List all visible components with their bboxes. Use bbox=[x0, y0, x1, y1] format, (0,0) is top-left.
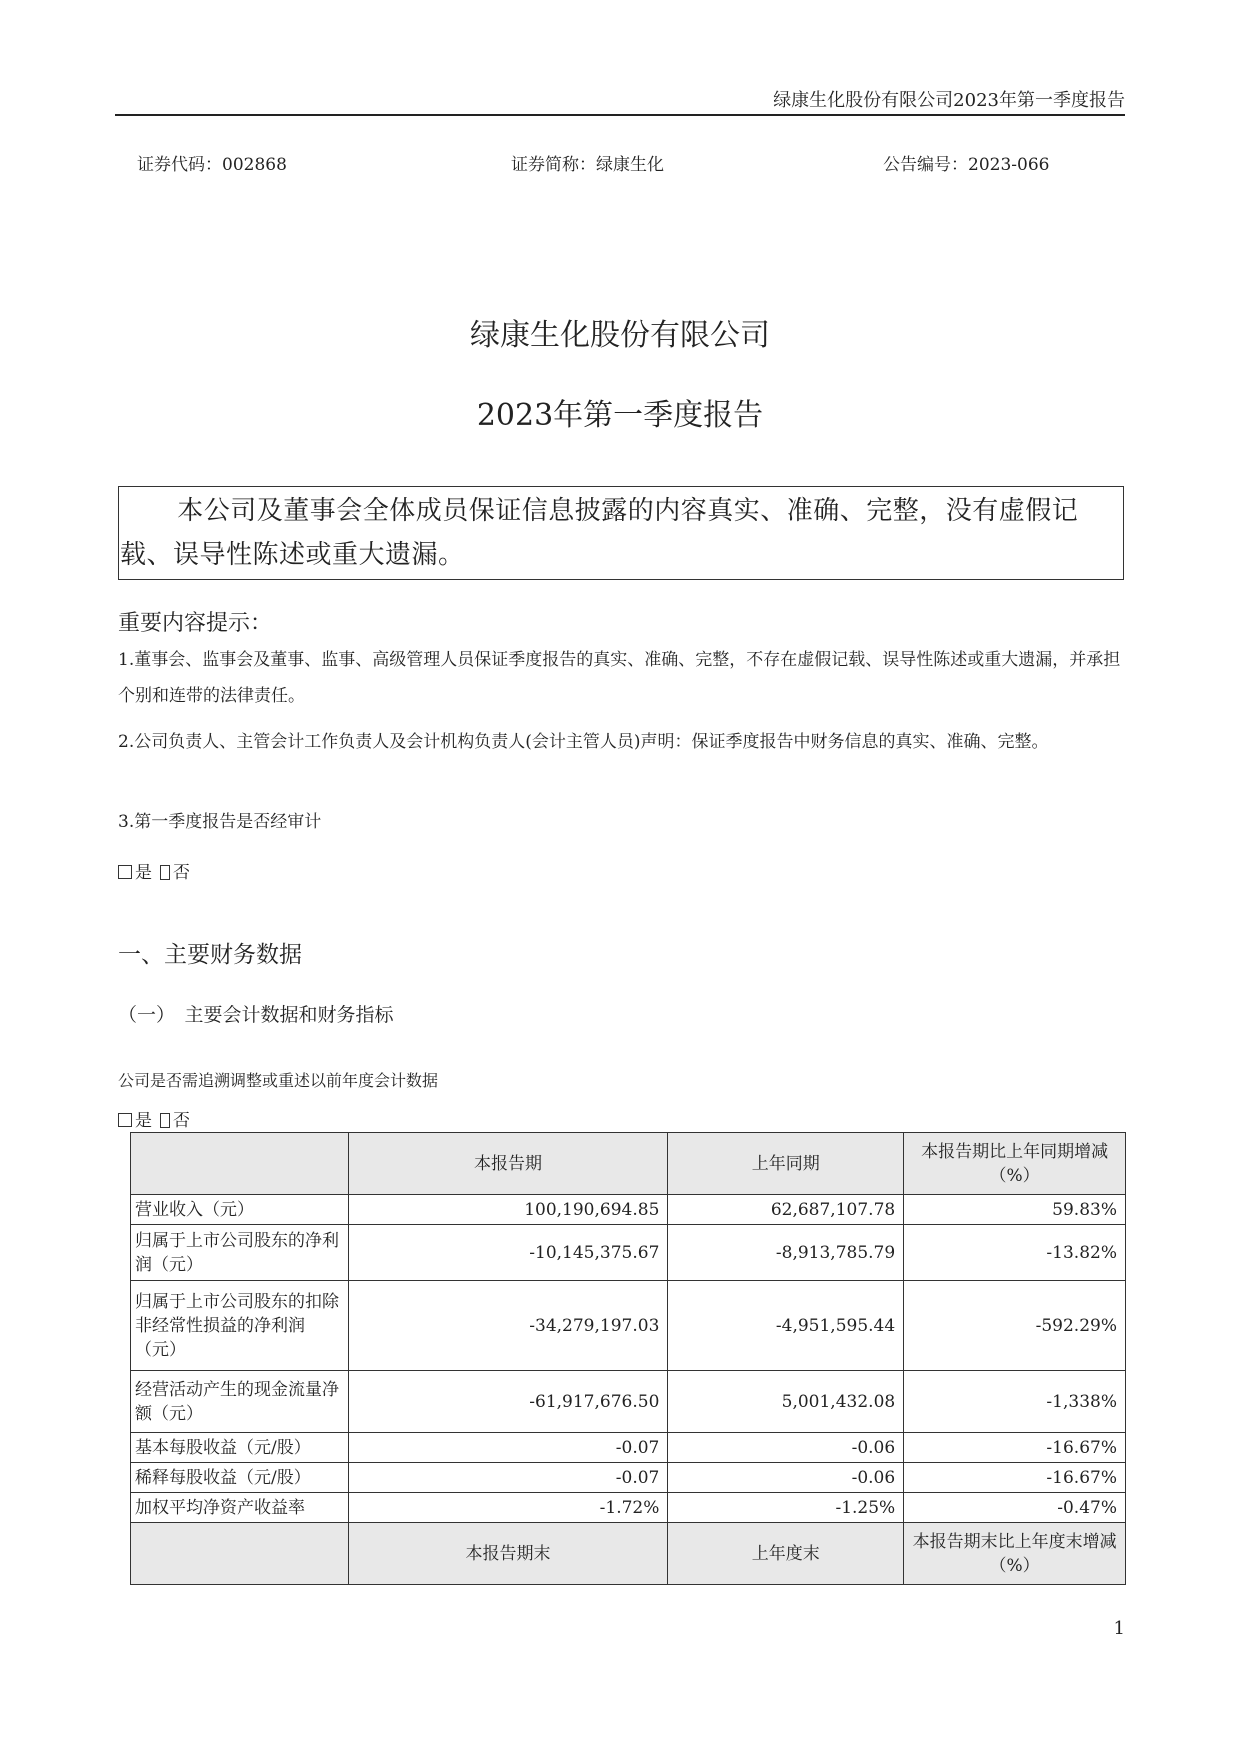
table-row bbox=[131, 1493, 1126, 1523]
notice-heading: 重要内容提示： bbox=[118, 611, 273, 636]
table-cell: 5,001,432.08 bbox=[668, 1371, 904, 1433]
table-period-end-header-row bbox=[131, 1523, 1126, 1585]
table-cell: -0.06 bbox=[668, 1433, 904, 1463]
table-cell: -0.07 bbox=[348, 1433, 668, 1463]
checkbox-checked-icon bbox=[160, 865, 170, 880]
sub-heading: （一） 主要会计数据和财务指标 bbox=[118, 1004, 394, 1026]
table-cell: -10,145,375.67 bbox=[348, 1225, 668, 1281]
table-header-cell: 本报告期比上年同期增减（%） bbox=[904, 1133, 1126, 1195]
announcement-number: 公告编号：2023-066 bbox=[883, 155, 1050, 175]
row-label: 归属于上市公司股东的扣除非经常性损益的净利润（元） bbox=[131, 1281, 349, 1371]
row-label: 基本每股收益（元/股） bbox=[131, 1433, 349, 1463]
table-cell: -1,338% bbox=[904, 1371, 1126, 1433]
table-row bbox=[131, 1371, 1126, 1433]
table-cell: 62,687,107.78 bbox=[668, 1195, 904, 1225]
table-cell: 100,190,694.85 bbox=[348, 1195, 668, 1225]
no-label: 否 bbox=[173, 863, 190, 883]
row-label: 稀释每股收益（元/股） bbox=[131, 1463, 349, 1493]
financial-table bbox=[130, 1132, 1126, 1585]
header-rule bbox=[115, 114, 1125, 116]
checkbox-checked-icon bbox=[160, 1113, 170, 1128]
table-header-row bbox=[131, 1133, 1126, 1195]
table-cell: -13.82% bbox=[904, 1225, 1126, 1281]
table-cell: -0.47% bbox=[904, 1493, 1126, 1523]
checkbox-unchecked-icon bbox=[118, 865, 132, 879]
row-label: 营业收入（元） bbox=[131, 1195, 349, 1225]
stock-code: 证券代码：002868 bbox=[137, 155, 287, 175]
table-cell: 59.83% bbox=[904, 1195, 1126, 1225]
table-header-cell bbox=[131, 1133, 349, 1195]
report-title: 2023年第一季度报告 bbox=[476, 398, 764, 433]
row-label: 归属于上市公司股东的净利润（元） bbox=[131, 1225, 349, 1281]
table-cell: -34,279,197.03 bbox=[348, 1281, 668, 1371]
restatement-choice bbox=[118, 1106, 190, 1131]
table-cell: -61,917,676.50 bbox=[348, 1371, 668, 1433]
table-cell: -0.07 bbox=[348, 1463, 668, 1493]
table-cell: -1.25% bbox=[668, 1493, 904, 1523]
table-row bbox=[131, 1463, 1126, 1493]
table-row bbox=[131, 1225, 1126, 1281]
row-label: 加权平均净资产收益率 bbox=[131, 1493, 349, 1523]
table-header-cell: 上年度末 bbox=[668, 1523, 904, 1585]
table-cell: -8,913,785.79 bbox=[668, 1225, 904, 1281]
table-cell: -16.67% bbox=[904, 1463, 1126, 1493]
table-header-cell: 本报告期末 bbox=[348, 1523, 668, 1585]
notice-item-2: 2.公司负责人、主管会计工作负责人及会计机构负责人(会计主管人员)声明：保证季度报告中财务信息的真实、准确、完整。 bbox=[118, 732, 1049, 752]
table-cell: -0.06 bbox=[668, 1463, 904, 1493]
table-cell: -1.72% bbox=[348, 1493, 668, 1523]
company-title: 绿康生化股份有限公司 bbox=[470, 318, 770, 353]
table-header-cell bbox=[131, 1523, 349, 1585]
audit-choice bbox=[118, 858, 190, 883]
yes-label: 是 bbox=[135, 863, 152, 883]
declaration-box: 本公司及董事会全体成员保证信息披露的内容真实、准确、完整，没有虚假记载、误导性陈述或重大遗漏。 bbox=[118, 486, 1124, 580]
notice-item-1: 1.董事会、监事会及董事、监事、高级管理人员保证季度报告的真实、准确、完整，不存在虚假记载、误导性陈述或重大遗漏，并承担个别和连带的法律责任。 bbox=[118, 650, 1121, 706]
table-header-cell: 本报告期末比上年度末增减（%） bbox=[904, 1523, 1126, 1585]
table-cell: -592.29% bbox=[904, 1281, 1126, 1371]
no-label: 否 bbox=[173, 1111, 190, 1131]
table-cell: -4,951,595.44 bbox=[668, 1281, 904, 1371]
table-row bbox=[131, 1195, 1126, 1225]
stock-abbreviation: 证券简称：绿康生化 bbox=[511, 155, 664, 175]
row-label: 经营活动产生的现金流量净额（元） bbox=[131, 1371, 349, 1433]
table-cell: -16.67% bbox=[904, 1433, 1126, 1463]
restatement-question: 公司是否需追溯调整或重述以前年度会计数据 bbox=[118, 1071, 439, 1090]
checkbox-unchecked-icon bbox=[118, 1113, 132, 1127]
notice-item-3: 3.第一季度报告是否经审计 bbox=[118, 812, 322, 832]
table-header-cell: 本报告期 bbox=[348, 1133, 668, 1195]
page-number: 1 bbox=[1113, 1618, 1125, 1639]
running-header: 绿康生化股份有限公司2023年第一季度报告 bbox=[773, 90, 1125, 111]
table-row bbox=[131, 1433, 1126, 1463]
table-header-cell: 上年同期 bbox=[668, 1133, 904, 1195]
section-heading: 一、主要财务数据 bbox=[118, 942, 302, 968]
yes-label: 是 bbox=[135, 1111, 152, 1131]
table-row bbox=[131, 1281, 1126, 1371]
